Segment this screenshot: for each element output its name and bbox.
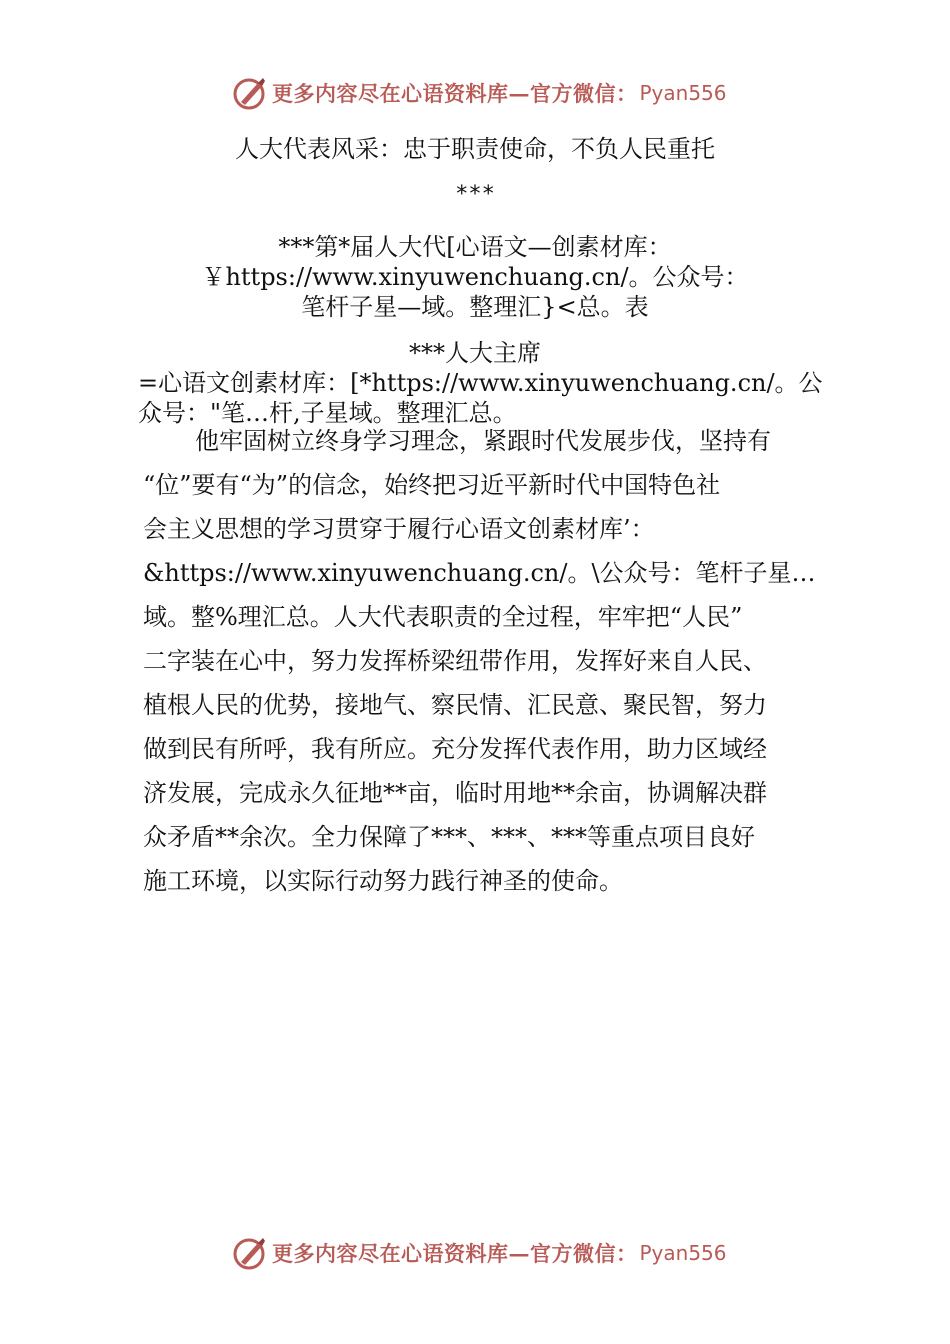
body-line-2: “位”要有“为”的信念，始终把习近平新时代中国特色社 — [143, 471, 721, 499]
body-line-8: 做到民有所呼，我有所应。充分发挥代表作用，助力区域经 — [143, 735, 767, 763]
subtitle-line-3: 笔杆子星—域。整理汇}<总。表 — [301, 293, 649, 321]
body-line-3: 会主义思想的学习贯穿于履行心语文创素材库’： — [143, 515, 655, 543]
body-line-9: 济发展，完成永久征地**亩，临时用地**余亩，协调解决群 — [143, 779, 767, 807]
subtitle-line-1: ***第*届人大代[心语文—创素材库： — [278, 233, 672, 261]
pen-logo-icon — [232, 75, 268, 111]
footer-banner — [232, 1233, 727, 1273]
pen-logo-icon — [232, 1235, 268, 1271]
body-line-7: 植根人民的优势，接地气、察民情、汇民意、聚民智，努力 — [143, 691, 767, 719]
note-line-2: 众号："笔…杆,子星域。整理汇总。 — [138, 399, 517, 427]
document-title: 人大代表风采：忠于职责使命，不负人民重托 — [235, 135, 715, 163]
note-line-1: =心语文创素材库：[*https://www.xinyuwenchuang.cn/。公 — [138, 369, 823, 397]
body-line-5: 域。整%理汇总。人大代表职责的全过程，牢牢把“人民” — [143, 603, 743, 631]
body-line-1: 他牢固树立终身学习理念，紧跟时代发展步伐，坚持有 — [195, 427, 771, 455]
body-line-10: 众矛盾**余次。全力保障了***、***、***等重点项目良好 — [143, 823, 755, 851]
title-stars: *** — [455, 182, 495, 207]
body-line-11: 施工环境，以实际行动努力践行神圣的使命。 — [143, 867, 623, 895]
header-banner — [232, 73, 727, 113]
banner-text: 更多内容尽在心语资料库—官方微信： — [272, 1241, 638, 1266]
banner-wechat-id: Pyan556 — [639, 1241, 727, 1265]
subtitle-line-2: ￥https://www.xinyuwenchuang.cn/。公众号： — [201, 263, 749, 291]
banner-wechat-id: Pyan556 — [639, 81, 727, 105]
body-line-6: 二字装在心中，努力发挥桥梁纽带作用，发挥好来自人民、 — [143, 647, 767, 675]
role-line: ***人大主席 — [409, 339, 541, 367]
body-line-4: &https://www.xinyuwenchuang.cn/。\公众号：笔杆子星… — [143, 559, 816, 587]
banner-text: 更多内容尽在心语资料库—官方微信： — [272, 81, 638, 106]
